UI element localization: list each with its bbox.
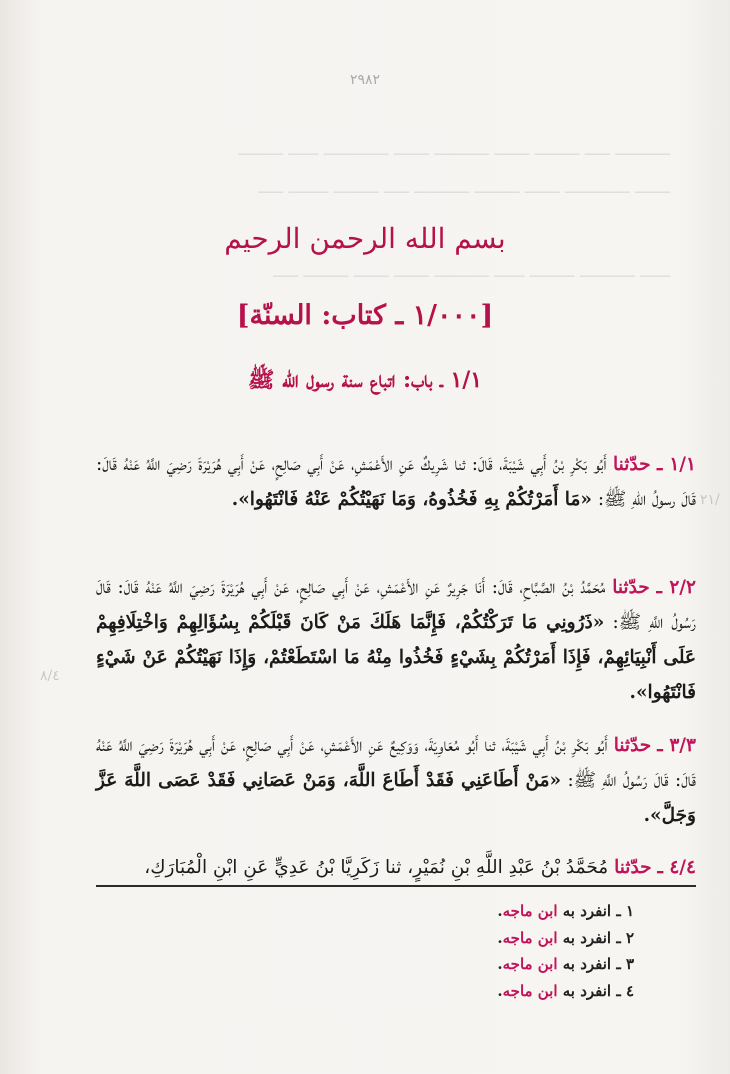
hadith-number: ٤/٤ ـ — [657, 857, 696, 878]
hadith-isnad: أَبُو بَكْرِ بْنُ أَبِي شَيْبَةَ، قَالَ: ثنا شَرِيكٌ عَنِ الأَعْمَشِ، عَنْ أَبِي صَالِحٍ، عَنْ أَبِي هُرَيْرَةَ رَضِيَ اللَّهُ عَنْهُ قَالَ: قَالَ رسولُ اللهِ ﷺ: — [96, 454, 696, 510]
footnote-label: ٣ ـ انفرد به — [562, 955, 634, 973]
footnote-source: ابن ماجه — [502, 981, 558, 1000]
running-head — [90, 72, 640, 94]
show-through-text: ـــــــ ـــــــــــــ ـــــــ ـــــــــ ـــــــــــ ـــــ ـــــــــ ــــــــ ـــــ — [258, 178, 670, 198]
hadith-keyword: حدّثنا — [612, 577, 650, 598]
basmala: بسم الله الرحمن الرحيم — [224, 222, 506, 255]
footnote-label: ٤ ـ انفرد به — [562, 981, 634, 1000]
hadith-number: ٢/٢ ـ — [656, 577, 696, 598]
hadith-paragraph — [96, 850, 696, 885]
hadith-matn: «مَا أَمَرْتُكُمْ بِهِ فَخُذُوهُ، وَمَا نَهَيْتُكُمْ عَنْهُ فَانْتَهُوا». — [231, 489, 592, 510]
hadith-keyword: حدّثنا — [613, 454, 651, 475]
footnote-end: . — [497, 955, 503, 973]
hadith-number: ١/١ ـ — [656, 454, 696, 475]
footnote — [334, 978, 634, 1005]
show-through-text: ـــــــــــ ـــــ ـــــــــ ـــــــ ـــــــــــ ـــــــ ـــــــــــــ ــــــ ـــــــــ — [238, 140, 670, 160]
hadith-matn: «ذَرُونِي مَا تَرَكْتُكُمْ، فَإِنَّمَا هَلَكَ مَنْ كَانَ قَبْلَكُمْ بِسُؤَالِهِمْ وَاخْتِلَافِهِمْ عَلَى أَنْبِيَائِهِمْ، فَإِذَا أَمَرْتُكُمْ بِشَيْءٍ فَخُذُوا مِنْهُ مَا اسْتَطَعْتُمْ، وَإِذَا نَهَيْتُكُمْ عَنْ شَيْءٍ فَانْتَهُوا». — [96, 612, 696, 703]
footnote-label: ١ ـ انفرد به — [562, 902, 634, 920]
hadith-isnad: مُحَمَّدُ بْنُ الصَّبَّاحِ، قَالَ: أَنَا جَرِيرٌ عَنِ الأَعْمَشِ، عَنْ أَبِي صَالِحٍ، عَنْ أَبِي هُرَيْرَةَ رَضِيَ اللَّهُ عَنْهُ قَالَ: قَالَ رَسُولُ اللَّهِ ﷺ: — [96, 577, 696, 633]
hadith-isnad: مُحَمَّدُ بْنُ عَبْدِ اللَّهِ بْنِ نُمَيْرٍ، ثنا زَكَرِيَّا بْنُ عَدِيٍّ عَنِ ابْنِ الْمُبَارَكِ، — [144, 857, 609, 878]
hadith-keyword: حدّثنا — [614, 857, 652, 878]
footnote-source: ابن ماجه — [502, 955, 558, 973]
page-number: ٢٩٨٢ — [349, 72, 381, 88]
hadith-keyword: حدّثنا — [613, 735, 652, 756]
chapter-title: ١/١ ـ باب: اتباع سنة رسول الله ﷺ — [247, 367, 483, 393]
hadith-matn: «مَنْ أَطَاعَنِي فَقَدْ أَطَاعَ اللَّهَ، وَمَنْ عَصَانِي فَقَدْ عَصَى اللَّهَ عَزَّ وَجَلَّ». — [96, 770, 696, 826]
footnote-end: . — [497, 981, 503, 1000]
margin-number: ٨/٤ — [40, 668, 60, 684]
footnote-source: ابن ماجه — [502, 902, 558, 920]
hadith-paragraph — [96, 570, 696, 710]
footnote-end: . — [497, 928, 503, 947]
show-through-text: ــــــ ـــــــــــ ـــــــــ ــــــ ـــــــــــ ـــــــ ـــــــ ـــــــــ ـــــ — [273, 262, 670, 282]
footnote — [334, 951, 634, 978]
footnote-end: . — [497, 902, 503, 920]
footnote-source: ابن ماجه — [502, 928, 558, 947]
hadith-paragraph — [96, 728, 696, 833]
hadith-paragraph — [96, 447, 696, 517]
hadith-number: ٣/٣ ـ — [657, 735, 696, 756]
footnote — [334, 898, 634, 925]
margin-number: ٢١/ — [700, 492, 720, 508]
book-title: [١/٠٠٠ ـ كتاب: السنّة] — [236, 300, 494, 331]
footnote-divider — [96, 885, 696, 887]
footnotes-list — [334, 898, 634, 1004]
footnote-label: ٢ ـ انفرد به — [562, 928, 634, 947]
footnote — [334, 925, 634, 952]
hadith-isnad: أَبُو بَكْرِ بْنُ أَبِي شَيْبَةَ، ثنا أَبُو مُعَاوِيَةَ، وَوَكِيعٌ عَنِ الأَعْمَشِ، عَنْ أَبِي صَالِحٍ، عَنْ أَبِي هُرَيْرَةَ رَضِيَ اللَّهُ عَنْهُ قَالَ: قَالَ رَسُولُ اللَّهِ ﷺ: — [96, 735, 696, 791]
